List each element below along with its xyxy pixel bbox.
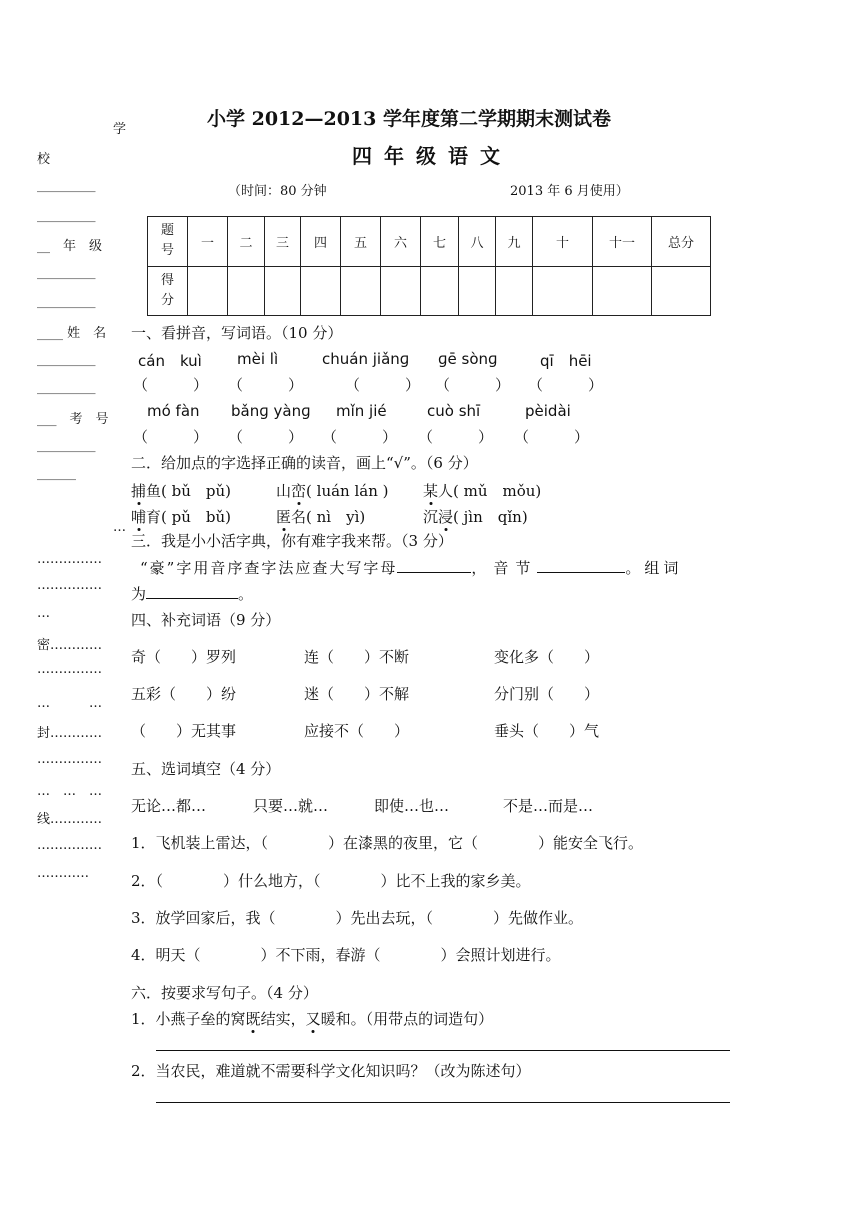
score-cell[interactable]	[421, 266, 459, 316]
choice-text: 山	[276, 482, 292, 500]
q6-sentence-2: 2．当农民，难道就不需要科学文化知识吗？（改为陈述句）	[131, 1062, 531, 1080]
fill-word-item[interactable]: 垂头（ ）气	[494, 722, 600, 740]
answer-blank[interactable]: （ ）	[133, 376, 209, 394]
pinyin-item: cuò shī	[427, 402, 481, 420]
pinyin-item: pèidài	[525, 402, 571, 420]
table-column-head: 三	[265, 217, 301, 267]
score-cell[interactable]	[652, 266, 711, 316]
exam-time: （时间：80 分钟	[228, 184, 327, 199]
margin-dots: …	[37, 606, 50, 621]
choice-text: 鱼( bǔ pǔ)	[146, 482, 232, 500]
margin-school-line[interactable]: _________	[37, 178, 96, 193]
table-column-head: 四	[301, 217, 341, 267]
q5-title: 五、选词填空（4 分）	[131, 760, 281, 778]
dotted-char: 哺	[131, 508, 147, 526]
choice-text: 名( nì yì)	[291, 508, 366, 526]
margin-dots: …	[113, 520, 126, 535]
score-table	[147, 216, 711, 316]
answer-blank[interactable]: （ ）	[345, 376, 421, 394]
choice-text: 沉	[423, 508, 439, 526]
score-cell[interactable]	[341, 266, 381, 316]
table-column-head: 七	[421, 217, 459, 267]
margin-grade-label[interactable]: __ 年 级	[37, 239, 103, 254]
table-row-head-text: 号	[160, 243, 174, 259]
margin-dots: … … …	[37, 784, 103, 799]
table-row-head-text: 题	[160, 223, 174, 239]
margin-exam-number-label[interactable]: ___ 考 号	[37, 412, 109, 427]
score-cell[interactable]	[381, 266, 421, 316]
pinyin-item: mǐn jié	[336, 402, 387, 420]
dotted-char: 匿	[276, 508, 292, 526]
margin-seal-mi: 密…………	[37, 638, 103, 653]
fill-word-item[interactable]: 奇（ ）罗列	[131, 648, 237, 666]
answer-blank[interactable]: （ ）	[133, 428, 209, 446]
pronunciation-choice[interactable]	[423, 506, 528, 527]
dotted-char: 浸	[438, 508, 454, 526]
table-column-head: 总分	[652, 217, 711, 267]
margin-line[interactable]: _________	[37, 265, 96, 280]
exam-title: 小学 2012—2013 学年度第二学期期末测试卷	[207, 108, 611, 130]
score-table-score-row	[148, 266, 711, 316]
answer-blank[interactable]	[537, 558, 625, 573]
table-column-head: 九	[496, 217, 533, 267]
margin-line[interactable]: ______	[37, 466, 76, 481]
sentence-text: 1．小燕子垒的窝	[131, 1010, 246, 1028]
table-column-head: 五	[341, 217, 381, 267]
pronunciation-choice[interactable]	[276, 480, 389, 501]
fill-sentence[interactable]: 4．明天（ ）不下雨，春游（ ）会照计划进行。	[131, 946, 561, 964]
table-column-head: 一	[188, 217, 228, 267]
pronunciation-choice[interactable]	[131, 480, 231, 501]
score-cell[interactable]	[459, 266, 496, 316]
fill-word-item[interactable]: 五彩（ ）纷	[131, 685, 237, 703]
margin-dots: ……………	[37, 838, 102, 853]
pinyin-item: mó fàn	[147, 402, 200, 420]
margin-line[interactable]: _________	[37, 208, 96, 223]
q2-title: 二．给加点的字选择正确的读音，画上“√”。（6 分）	[131, 454, 478, 472]
answer-blank[interactable]	[146, 584, 238, 599]
fill-sentence[interactable]: 3．放学回家后，我（ ）先出去玩，（ ）先做作业。	[131, 909, 584, 927]
score-cell[interactable]	[533, 266, 593, 316]
pinyin-item: qī hēi	[540, 352, 592, 370]
fill-sentence[interactable]: 1．飞机装上雷达，（ ）在漆黑的夜里，它（ ）能安全飞行。	[131, 834, 644, 852]
margin-school-char: 学	[113, 122, 127, 137]
choice-text: ( jìn qǐn)	[453, 508, 528, 526]
word-option: 无论…都…	[131, 797, 207, 815]
fill-word-item[interactable]: 连（ ）不断	[304, 648, 410, 666]
pinyin-item: mèi lì	[237, 350, 279, 368]
table-row-head	[148, 217, 188, 267]
sentence-text: 暖和。（用带点的词造句）	[320, 1010, 494, 1028]
answer-blank[interactable]: （ ）	[228, 376, 304, 394]
fill-word-item[interactable]: 变化多（ ）	[494, 648, 600, 666]
score-cell[interactable]	[228, 266, 265, 316]
choice-text: ( luán lán )	[306, 482, 389, 500]
answer-blank[interactable]: （ ）	[528, 376, 604, 394]
fill-word-item[interactable]: （ ）无其事	[131, 722, 237, 740]
sentence-text: 结实，	[260, 1010, 306, 1028]
answer-blank[interactable]: （ ）	[228, 428, 304, 446]
answer-blank[interactable]: （ ）	[418, 428, 494, 446]
score-cell[interactable]	[496, 266, 533, 316]
answer-blank[interactable]: （ ）	[322, 428, 398, 446]
answer-blank[interactable]: （ ）	[514, 428, 590, 446]
margin-dots: ……………	[37, 662, 102, 677]
q3-text: ，音节	[471, 559, 538, 577]
pronunciation-choice[interactable]	[423, 480, 541, 501]
margin-line[interactable]: _________	[37, 380, 96, 395]
margin-name-label[interactable]: ____ 姓 名	[37, 326, 107, 341]
pinyin-item: cán kuì	[138, 352, 202, 370]
q3-line2	[131, 583, 253, 604]
margin-dots: ……………	[37, 752, 102, 767]
dotted-char: 某	[423, 482, 439, 500]
pinyin-item: ɡē sònɡ	[438, 350, 498, 368]
answer-line[interactable]	[156, 1050, 730, 1051]
dotted-char: 捕	[131, 482, 147, 500]
word-option: 不是…而是…	[503, 797, 594, 815]
fill-sentence[interactable]: 2．（ ）什么地方，（ ）比不上我的家乡美。	[131, 872, 531, 890]
q1-title: 一、看拼音，写词语。（10 分）	[131, 324, 343, 342]
word-option: 只要…就…	[253, 797, 329, 815]
fill-word-item[interactable]: 应接不（ ）	[304, 722, 410, 740]
fill-word-item[interactable]: 分门别（ ）	[494, 685, 600, 703]
margin-line[interactable]: _________	[37, 438, 96, 453]
table-column-head: 二	[228, 217, 265, 267]
dotted-char: 既	[245, 1010, 261, 1028]
score-table-header-row	[148, 217, 711, 267]
choice-text: 育( pǔ bǔ)	[146, 508, 232, 526]
table-row-head-text: 分	[160, 292, 174, 308]
q3-title: 三．我是小小活字典，你有难字我来帮。（3 分）	[131, 532, 453, 550]
fill-word-item[interactable]: 迷（ ）不解	[304, 685, 410, 703]
exam-subtitle: 四年级语文	[352, 144, 512, 168]
q6-sentence-1	[131, 1008, 493, 1029]
table-column-head: 六	[381, 217, 421, 267]
table-column-head: 十一	[593, 217, 652, 267]
q4-title: 四、补充词语（9 分）	[131, 611, 281, 629]
score-cell[interactable]	[265, 266, 301, 316]
pinyin-item: chuán jiǎnɡ	[322, 350, 410, 368]
choice-text: 人( mǔ mǒu)	[438, 482, 542, 500]
table-column-head: 八	[459, 217, 496, 267]
margin-dots: …………	[37, 866, 89, 881]
word-option: 即使…也…	[374, 797, 450, 815]
score-cell[interactable]	[593, 266, 652, 316]
dotted-char: 又	[305, 1010, 321, 1028]
margin-school-label: 校	[37, 152, 51, 167]
pronunciation-choice[interactable]	[276, 506, 365, 527]
q6-title: 六．按要求写句子。（4 分）	[131, 984, 318, 1002]
dotted-char: 峦	[291, 482, 307, 500]
table-row-head-text: 得	[160, 272, 174, 288]
pinyin-item: bǎnɡ yànɡ	[231, 402, 311, 420]
q3-text: 。组词	[625, 559, 683, 577]
margin-line[interactable]: _________	[37, 294, 96, 309]
answer-blank[interactable]	[397, 558, 471, 573]
score-cell[interactable]	[301, 266, 341, 316]
margin-seal-xian: 线…………	[37, 812, 103, 827]
q3-text: 为	[131, 585, 147, 603]
margin-line[interactable]: _________	[37, 352, 96, 367]
margin-dots: ……………	[37, 578, 102, 593]
margin-seal-feng: 封…………	[37, 726, 103, 741]
exam-date: 2013 年 6 月使用）	[510, 184, 629, 199]
q3-text: “豪”字用音序查字法应查大写字母	[140, 559, 398, 577]
table-column-head: 十	[533, 217, 593, 267]
q3-text: 。	[238, 585, 254, 603]
answer-line[interactable]	[156, 1102, 730, 1103]
q3-line1	[140, 557, 682, 578]
answer-blank[interactable]: （ ）	[435, 376, 511, 394]
score-cell[interactable]	[188, 266, 228, 316]
margin-dots: … …	[37, 696, 103, 711]
table-row-head	[148, 266, 188, 316]
margin-dots: ……………	[37, 552, 102, 567]
pronunciation-choice[interactable]	[131, 506, 231, 527]
